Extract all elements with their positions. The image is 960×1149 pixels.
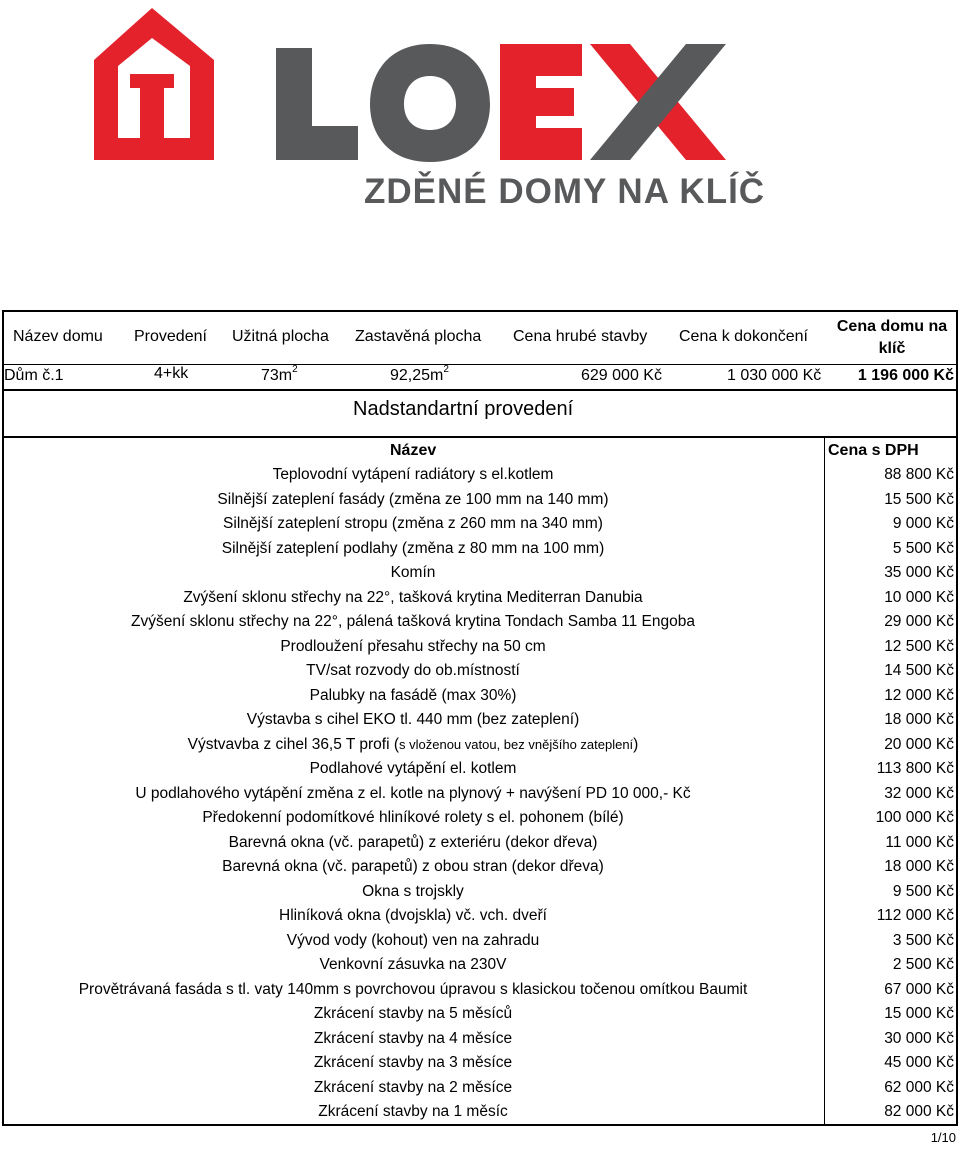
item-name xyxy=(2,711,824,729)
items-header xyxy=(2,438,958,464)
item-name xyxy=(2,589,824,607)
item-name-text: Silnější zateplení podlahy (změna z 80 mm na 100 mm) xyxy=(221,539,605,557)
house-name: Dům č.1 xyxy=(4,367,64,384)
item-name-text: Předokenní podomítkové hliníkové rolety s el. pohonem (bílé) xyxy=(202,809,624,826)
table-row xyxy=(2,636,958,661)
table-row xyxy=(2,464,958,489)
item-name-text: Barevná okna (vč. parapetů) z exteriéru (dekor dřeva) xyxy=(228,833,598,851)
item-name-text: Výstvavba z cihel 36,5 T profi ( xyxy=(187,735,400,753)
items-list xyxy=(2,464,958,1126)
item-price: 15 000 Kč xyxy=(884,1005,954,1022)
col-variant: Provedení xyxy=(134,328,207,345)
item-name-text: Zkrácení stavby na 5 měsíců xyxy=(313,1005,513,1022)
item-name-text: Zkrácení stavby na 1 měsíc xyxy=(318,1103,508,1120)
item-price: 100 000 Kč xyxy=(875,809,954,826)
item-name-text: Silnější zateplení fasády (změna ze 100 mm na 140 mm) xyxy=(217,490,609,508)
table-row xyxy=(2,538,958,563)
item-name xyxy=(2,907,824,925)
item-name-text: Silnější zateplení stropu (změna z 260 mm na 340 mm) xyxy=(223,515,603,532)
table-row xyxy=(2,905,958,930)
item-price: 45 000 Kč xyxy=(884,1054,954,1071)
item-price: 9 500 Kč xyxy=(892,882,954,900)
item-name-text: Komín xyxy=(390,564,436,581)
col-built-area: Zastavěná plocha xyxy=(355,328,482,345)
table-row xyxy=(2,832,958,857)
item-name xyxy=(2,1005,824,1023)
table-row xyxy=(2,660,958,685)
item-price: 113 800 Kč xyxy=(876,760,954,777)
table-row xyxy=(2,734,958,759)
table-row xyxy=(2,685,958,710)
table-row xyxy=(2,562,958,587)
table-row xyxy=(2,1003,958,1028)
items-header-name: Název xyxy=(390,442,437,459)
item-price: 5 500 Kč xyxy=(892,539,954,557)
item-name xyxy=(2,834,824,852)
col-house-name: Název domu xyxy=(13,328,103,345)
item-price: 88 800 Kč xyxy=(884,466,954,483)
item-name xyxy=(2,662,824,680)
item-price: 15 500 Kč xyxy=(884,490,954,508)
item-name-text: Vývod vody (kohout) ven na zahradu xyxy=(286,931,540,949)
item-price: 12 500 Kč xyxy=(884,637,954,655)
item-name xyxy=(2,736,824,754)
house-built-area: $92,25m^2$ xyxy=(390,364,449,384)
items-table xyxy=(2,436,958,1126)
item-name xyxy=(2,564,824,582)
table-row xyxy=(2,856,958,881)
items-header-price: Cena s DPH xyxy=(828,442,919,459)
item-price: 112 000 Kč xyxy=(876,907,954,924)
item-name xyxy=(2,883,824,901)
item-name xyxy=(2,1103,824,1121)
col-usable-area: Užitná plocha xyxy=(232,328,329,345)
item-price: 18 000 Kč xyxy=(884,858,954,875)
item-name-text: Venkovní zásuvka na 230V xyxy=(319,956,507,973)
item-name xyxy=(2,1030,824,1048)
table-row xyxy=(2,611,958,636)
item-name xyxy=(2,956,824,974)
table-row xyxy=(2,587,958,612)
item-name-text: Zkrácení stavby na 4 měsíce xyxy=(313,1029,513,1047)
col-shell-price: Cena hrubé stavby xyxy=(513,328,648,345)
item-name-text: Podlahové vytápění el. kotlem xyxy=(309,760,517,777)
col-turnkey-price: Cena domu na klíč xyxy=(836,318,948,357)
item-price: 67 000 Kč xyxy=(884,980,954,998)
item-name xyxy=(2,785,824,803)
house-variant: 4+kk xyxy=(154,365,189,382)
letter-e xyxy=(500,44,582,160)
item-name xyxy=(2,809,824,827)
item-name xyxy=(2,981,824,999)
item-name-text: Prodloužení přesahu střechy na 50 cm xyxy=(280,637,546,655)
item-name-text: Palubky na fasádě (max 30%) xyxy=(309,686,517,704)
item-name xyxy=(2,858,824,876)
item-price: 35 000 Kč xyxy=(884,564,954,581)
item-name-text: Provětrávaná fasáda s tl. vaty 140mm s povrchovou úpravou s klasickou točenou omítkou Baumit xyxy=(78,980,748,998)
item-name-text: TV/sat rozvody do ob.místností xyxy=(306,662,520,679)
item-name-text: Zkrácení stavby na 2 měsíce xyxy=(313,1078,513,1096)
item-name xyxy=(2,687,824,705)
item-name-end: ) xyxy=(633,735,639,753)
letter-o xyxy=(370,44,490,162)
section-title-text: Nadstandartní provedení xyxy=(353,398,574,420)
item-price: 14 500 Kč xyxy=(884,662,954,679)
table-row xyxy=(2,513,958,538)
table-row xyxy=(2,709,958,734)
letter-l xyxy=(276,48,358,160)
item-price: 3 500 Kč xyxy=(892,931,954,949)
item-price: 29 000 Kč xyxy=(884,613,954,630)
item-name xyxy=(2,638,824,656)
item-name xyxy=(2,466,824,484)
table-row xyxy=(2,489,958,514)
item-name xyxy=(2,540,824,558)
house-usable-area: $73m^2$ xyxy=(261,364,298,384)
house-completion-price: 1 030 000 Kč xyxy=(727,367,822,384)
house-row xyxy=(2,364,958,391)
item-price: 12 000 Kč xyxy=(884,686,954,704)
table-row xyxy=(2,979,958,1004)
header-row xyxy=(2,316,958,364)
item-name xyxy=(2,613,824,631)
table-row xyxy=(2,783,958,808)
table-row xyxy=(2,930,958,955)
item-price: 2 500 Kč xyxy=(892,956,954,973)
table-row xyxy=(2,1077,958,1102)
item-name-text: Teplovodní vytápení radiátory s el.kotlem xyxy=(272,466,554,483)
item-price: 11 000 Kč xyxy=(885,833,954,851)
item-name-text: Zkrácení stavby na 3 měsíce xyxy=(313,1054,513,1071)
item-price: 32 000 Kč xyxy=(884,784,954,802)
house-mark xyxy=(94,8,214,160)
item-name-text: Zvýšení sklonu střechy na 22°, pálená tašková krytina Tondach Samba 11 Engoba xyxy=(131,613,695,630)
item-price: 10 000 Kč xyxy=(884,588,954,606)
item-name xyxy=(2,1079,824,1097)
table-row xyxy=(2,1052,958,1077)
table-row xyxy=(2,1028,958,1053)
item-price: 82 000 Kč xyxy=(884,1103,954,1120)
item-name xyxy=(2,760,824,778)
item-name xyxy=(2,491,824,509)
item-name-note: s vloženou vatou, bez vnějšího zateplení xyxy=(399,736,634,752)
table-row xyxy=(2,758,958,783)
item-name-text: Hliníková okna (dvojskla) vč. vch. dveří xyxy=(279,907,547,924)
table-row xyxy=(2,1101,958,1126)
col-completion-price: Cena k dokončení xyxy=(679,328,808,345)
table-row xyxy=(2,881,958,906)
item-name-text: Okna s trojskly xyxy=(362,882,464,900)
item-name-text: Výstavba s cihel EKO tl. 440 mm (bez zateplení) xyxy=(246,711,580,728)
house-shell-price: 629 000 Kč xyxy=(581,367,662,384)
item-price: 20 000 Kč xyxy=(884,735,954,753)
item-price: 9 000 Kč xyxy=(892,515,954,532)
item-name xyxy=(2,1054,824,1072)
logo-tagline: ZDĚNÉ DOMY NA KLÍČ xyxy=(364,172,766,211)
table-row xyxy=(2,807,958,832)
item-name xyxy=(2,515,824,533)
table-row xyxy=(2,954,958,979)
item-name-text: Zvýšení sklonu střechy na 22°, tašková krytina Mediterran Danubia xyxy=(183,588,643,606)
company-logo xyxy=(90,0,766,220)
item-price: 18 000 Kč xyxy=(884,711,954,728)
page-number: 1/10 xyxy=(930,1130,956,1145)
item-price: 62 000 Kč xyxy=(884,1078,954,1096)
item-price: 30 000 Kč xyxy=(884,1029,954,1047)
item-name xyxy=(2,932,824,950)
house-turnkey-price: 1 196 000 Kč xyxy=(857,367,954,384)
item-name-text: U podlahového vytápění změna z el. kotle na plynový + navýšení PD 10 000,- Kč xyxy=(135,784,691,802)
item-name-text: Barevná okna (vč. parapetů) z obou stran (dekor dřeva) xyxy=(222,858,604,875)
